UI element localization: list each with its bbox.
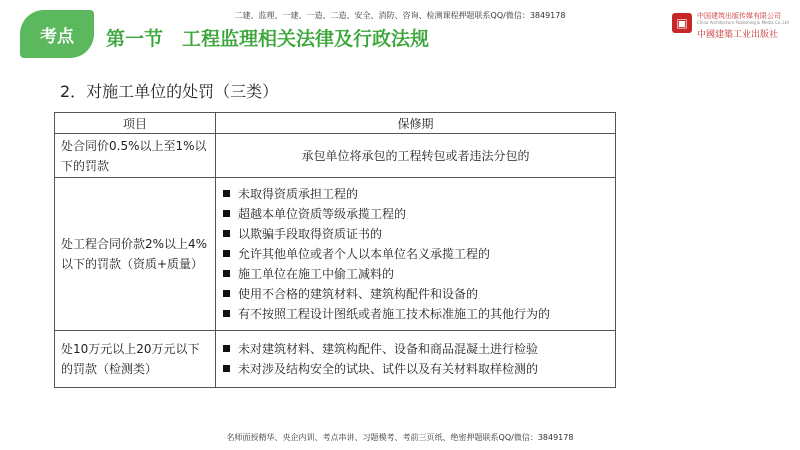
column-header-item: 项目 (55, 113, 216, 134)
penalty-bullet-list (216, 331, 616, 388)
publisher-press: 中國建築工业出版社 (697, 30, 779, 40)
list-item: 未对涉及结构安全的试块、试件以及有关材料取样检测的 (222, 359, 609, 379)
list-item: 允许其他单位或者个人以本单位名义承揽工程的 (222, 244, 609, 264)
publisher-name: 中国建筑出版传媒有限公司 (697, 12, 781, 20)
list-item: 未对建筑材料、建筑构配件、设备和商品混凝土进行检验 (222, 339, 609, 359)
column-header-warranty: 保修期 (216, 113, 616, 134)
badge-label: 考点 (40, 26, 74, 47)
publisher-emblem-icon: ▣ (672, 13, 692, 33)
penalty-item: 处工程合同价款2%以上4%以下的罚款（资质+质量） (55, 178, 216, 331)
penalty-description: 承包单位将承包的工程转包或者违法分包的 (216, 134, 616, 178)
list-item: 未取得资质承担工程的 (222, 184, 609, 204)
publisher-english: China Architecture Publishing & Media Co.,Ltd (697, 20, 789, 25)
section-heading: 2．对施工单位的处罚（三类） (60, 82, 279, 101)
list-item: 使用不合格的建筑材料、建筑构配件和设备的 (222, 284, 609, 304)
penalty-item: 处10万元以上20万元以下的罚款（检测类） (55, 331, 216, 388)
top-banner: 二建、监理、一建、一造、二造、安全、消防、咨询、检测课程押题联系QQ/微信：3849178 (234, 11, 566, 20)
page-title: 第一节 工程监理相关法律及行政法规 (106, 28, 430, 50)
table-row (55, 178, 616, 331)
penalty-item: 处合同价0.5%以上至1%以下的罚款 (55, 134, 216, 178)
publisher-logo (672, 11, 792, 41)
table-row (55, 134, 616, 178)
list-item: 有不按照工程设计图纸或者施工技术标准施工的其他行为的 (222, 304, 609, 324)
list-item: 超越本单位资质等级承揽工程的 (222, 204, 609, 224)
list-item: 施工单位在施工中偷工减料的 (222, 264, 609, 284)
topic-badge (20, 10, 94, 58)
list-item: 以欺骗手段取得资质证书的 (222, 224, 609, 244)
table-header-row (55, 113, 616, 134)
penalty-bullet-list (216, 178, 616, 331)
penalty-table (54, 112, 616, 388)
footer-banner: 名师面授精华、央企内训、考点串讲、习题模考、考前三页纸、绝密押题联系QQ/微信：3849178 (226, 433, 574, 442)
table-row (55, 331, 616, 388)
